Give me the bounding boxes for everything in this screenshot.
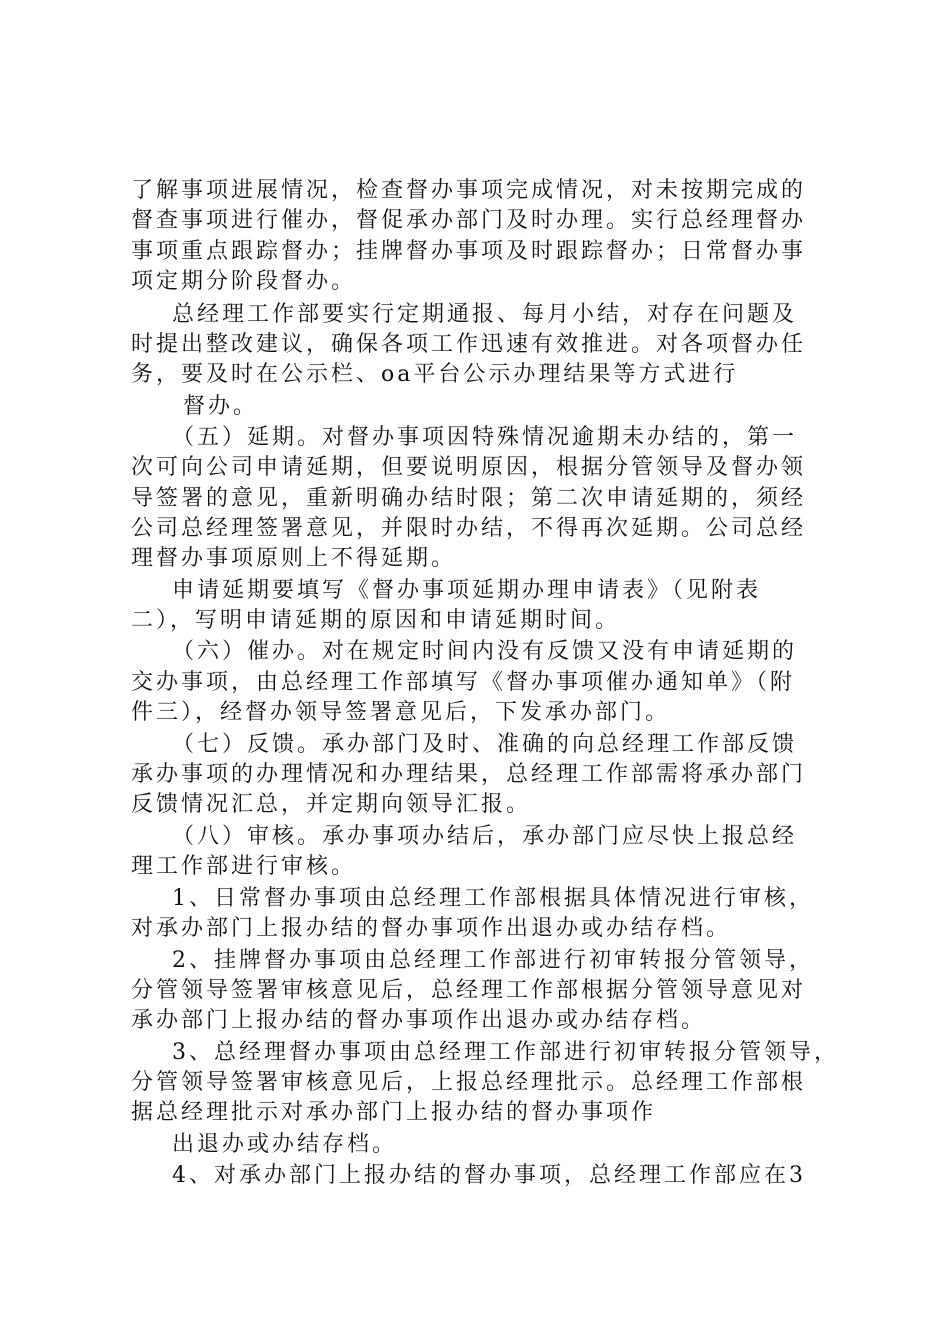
text-line: 件三），经督办领导签署意见后，下发承办部门。 — [131, 700, 671, 725]
text-line: 项定期分阶段督办。 — [131, 269, 357, 294]
text-line: 二），写明申请延期的原因和申请延期时间。 — [131, 608, 621, 633]
text-line: 对承办部门上报办结的督办事项作出退办或办结存档。 — [131, 916, 732, 941]
text-line: 2、挂牌督办事项由总经理工作部进行初审转报分管领导， — [172, 948, 814, 973]
text-line: 了解事项进展情况，检查督办事项完成情况，对未按期完成的 — [131, 178, 807, 203]
text-line: 理督办事项原则上不得延期。 — [131, 546, 457, 571]
text-line: 导签署的意见，重新明确办结时限；第二次申请延期的，须经 — [131, 486, 807, 511]
text-line: （六）催办。对在规定时间内没有反馈又没有申请延期的 — [172, 639, 798, 664]
text-line: 反馈情况汇总，并定期向领导汇报。 — [131, 792, 532, 817]
text-line: 理工作部进行审核。 — [131, 854, 357, 879]
text-line: 事项重点跟踪督办；挂牌督办事项及时跟踪督办；日常督办事 — [131, 239, 807, 264]
text-line: 总经理工作部要实行定期通报、每月小结，对存在问题及 — [172, 302, 798, 327]
text-line: 分管领导签署审核意见后，总经理工作部根据分管领导意见对 — [131, 978, 807, 1003]
text-line: 时提出整改建议，确保各项工作迅速有效推进。对各项督办任 — [131, 332, 807, 357]
text-line: 承办部门上报办结的督办事项作出退办或办结存档。 — [131, 1008, 707, 1033]
text-line: 4、对承办部门上报办结的督办事项，总经理工作部应在3 — [172, 1163, 806, 1188]
text-line: （五）延期。对督办事项因特殊情况逾期未办结的，第一 — [172, 425, 798, 450]
text-line: （七）反馈。承办部门及时、准确的向总经理工作部反馈 — [172, 732, 798, 757]
text-line: 督查事项进行催办，督促承办部门及时办理。实行总经理督办 — [131, 208, 807, 233]
text-line: 务，要及时在公示栏、oa平台公示办理结果等方式进行 — [131, 362, 739, 387]
text-line: 公司总经理签署意见，并限时办结，不得再次延期。公司总经 — [131, 516, 807, 541]
text-line: （八）审核。承办事项办结后，承办部门应尽快上报总经 — [172, 824, 798, 849]
text-line: 据总经理批示对承办部门上报办结的督办事项作 — [131, 1100, 657, 1125]
text-line: 分管领导签署审核意见后，上报总经理批示。总经理工作部根 — [131, 1070, 807, 1095]
text-line: 交办事项，由总经理工作部填写《督办事项催办通知单》（附 — [131, 670, 796, 695]
text-line: 1、日常督办事项由总经理工作部根据具体情况进行审核， — [172, 886, 814, 911]
text-line: 承办事项的办理情况和办理结果，总经理工作部需将承办部门 — [131, 762, 807, 787]
text-line: 3、总经理督办事项由总经理工作部进行初审转报分管领导， — [172, 1040, 839, 1065]
text-line: 申请延期要填写《督办事项延期办理申请表》（见附表 — [172, 578, 762, 603]
text-line: 督办。 — [183, 394, 259, 419]
text-line: 次可向公司申请延期，但要说明原因，根据分管领导及督办领 — [131, 455, 807, 480]
text-line: 出退办或办结存档。 — [172, 1132, 398, 1157]
